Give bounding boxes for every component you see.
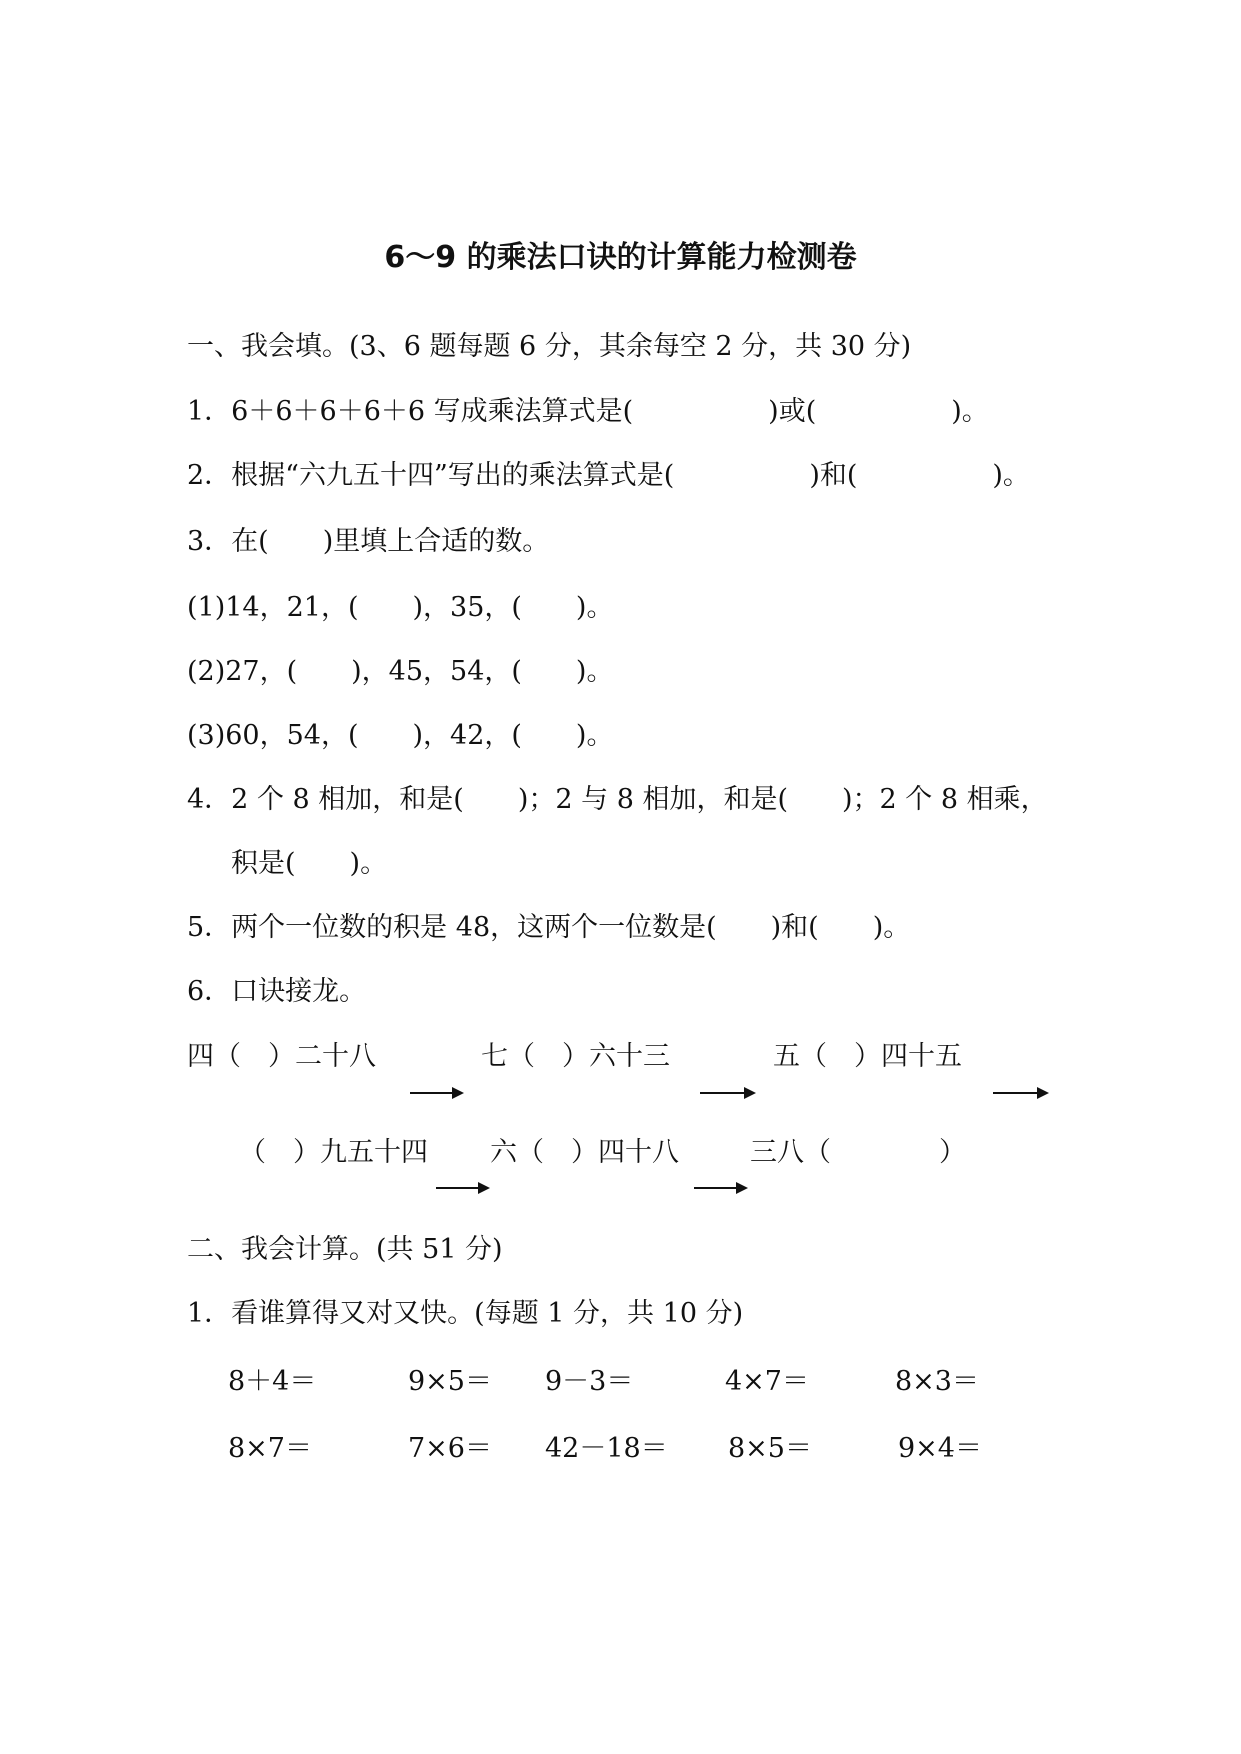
section2-question-1: 1．看谁算得又对又快。(每题 1 分，共 10 分) [187,1298,744,1329]
chain-item: 三八（ ） [750,1137,966,1168]
equation: 8＋4＝ [228,1366,317,1397]
arrow-icon [694,1187,746,1189]
equation: 4×7＝ [725,1366,809,1397]
question-3-part-3: (3)60，54，( )，42，( )。 [187,720,614,751]
arrow-icon [410,1092,462,1094]
equation: 8×3＝ [895,1366,979,1397]
chain-item: 七（ ）六十三 [481,1041,670,1072]
arrow-icon [700,1092,754,1094]
equation: 9×4＝ [898,1433,982,1464]
arrow-icon [993,1092,1047,1094]
question-4-line-2: 积是( )。 [231,848,388,879]
chain-item: （ ）九五十四 [239,1137,428,1168]
chain-item: 五（ ）四十五 [773,1041,962,1072]
arrow-icon [436,1187,488,1189]
question-1: 1．6＋6＋6＋6＋6 写成乘法算式是( )或( )。 [187,396,989,427]
question-5: 5．两个一位数的积是 48，这两个一位数是( )和( )。 [187,912,911,943]
page-title: 6～9 的乘法口诀的计算能力检测卷 [384,240,857,275]
question-4-line-1: 4．2 个 8 相加，和是( )；2 与 8 相加，和是( )；2 个 8 相乘， [187,784,1048,815]
section2-heading: 二、我会计算。(共 51 分) [187,1234,503,1265]
equation: 7×6＝ [408,1433,492,1464]
question-3-part-1: (1)14，21，( )，35，( )。 [187,592,614,623]
equation: 9－3＝ [545,1366,634,1397]
question-6: 6．口诀接龙。 [187,976,367,1007]
equation: 42－18＝ [545,1433,668,1464]
chain-item: 六（ ）四十八 [490,1137,679,1168]
equation: 8×7＝ [228,1433,312,1464]
question-3-part-2: (2)27，( )，45，54，( )。 [187,656,614,687]
question-2: 2．根据“六九五十四”写出的乘法算式是( )和( )。 [187,460,1030,491]
chain-item: 四（ ）二十八 [187,1041,376,1072]
section1-heading: 一、我会填。(3、6 题每题 6 分，其余每空 2 分，共 30 分) [187,331,912,362]
equation: 8×5＝ [728,1433,812,1464]
equation: 9×5＝ [408,1366,492,1397]
question-3: 3．在( )里填上合适的数。 [187,526,550,557]
